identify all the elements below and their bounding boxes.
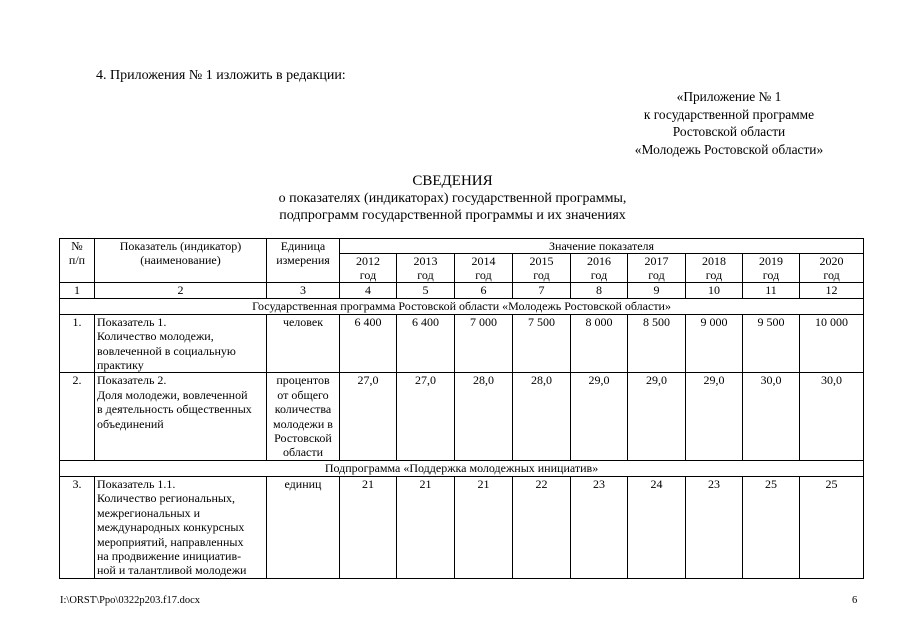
year-header-cell — [455, 254, 513, 283]
unit-line: от общего — [277, 387, 329, 402]
unit-line: человек — [282, 314, 324, 329]
value-cell: 23 — [571, 476, 628, 578]
value-cell: 29,0 — [686, 373, 743, 460]
appendix-line: «Молодежь Ростовской области» — [634, 141, 824, 157]
unit-cell — [267, 373, 340, 460]
year-header-cell — [571, 254, 628, 283]
year-header-cell — [397, 254, 455, 283]
indicator-line: в деятельность общественных — [97, 402, 252, 417]
appendix-line: Ростовской области — [672, 124, 786, 139]
year-suffix: год — [823, 268, 840, 283]
unit-line: процентов — [276, 373, 330, 388]
indicator-cell — [95, 373, 267, 460]
table-body — [60, 239, 864, 579]
title-heading: СВЕДЕНИЯ — [412, 173, 493, 189]
indicator-cell — [95, 476, 267, 578]
year-suffix: год — [417, 268, 434, 283]
section-row — [60, 460, 864, 476]
section-title-cell: Государственная программа Ростовской области «Молодежь Ростовской области» — [60, 298, 864, 314]
title-line: о показателях (индикаторах) государственной программы, — [278, 191, 627, 206]
year-header-cell — [743, 254, 800, 283]
year-label: 2018 — [702, 254, 726, 269]
year-suffix: год — [590, 268, 608, 283]
year-label: 2017 — [644, 254, 669, 269]
header-value-group: Значение показателя — [340, 239, 864, 254]
year-label: 2012 — [356, 254, 380, 269]
column-numbers-row — [60, 283, 864, 298]
value-cell: 6 400 — [340, 314, 397, 373]
value-cell: 7 500 — [513, 314, 571, 373]
value-cell: 25 — [743, 476, 800, 578]
year-header-cell — [686, 254, 743, 283]
indicator-line: практику — [97, 358, 144, 373]
section-row — [60, 298, 864, 314]
year-label: 2019 — [759, 254, 783, 269]
column-number-cell: 1 — [60, 283, 95, 298]
unit-line: количества — [274, 402, 332, 417]
column-number-cell: 11 — [743, 283, 800, 298]
section-title-cell: Подпрограмма «Поддержка молодежных инициатив» — [60, 460, 864, 476]
indicator-line: Показатель 1. — [97, 314, 167, 329]
table-row — [60, 476, 864, 578]
header-text: (наименование) — [140, 253, 221, 268]
year-suffix: год — [359, 268, 377, 283]
unit-cell — [267, 314, 340, 373]
indicator-line: объединений — [97, 416, 164, 431]
column-number-cell: 4 — [340, 283, 397, 298]
value-cell: 8 500 — [628, 314, 686, 373]
value-cell: 10 000 — [800, 314, 864, 373]
value-cell: 30,0 — [743, 373, 800, 460]
footer-file-path: I:\ORST\Ppo\0322p203.f17.docx — [60, 595, 201, 606]
footer-page-number: 6 — [852, 595, 858, 606]
value-cell: 22 — [513, 476, 571, 578]
header-text: Показатель (индикатор) — [119, 239, 242, 253]
unit-line: единиц — [284, 476, 322, 491]
column-number-cell: 7 — [513, 283, 571, 298]
header-text: п/п — [68, 253, 86, 268]
value-cell: 28,0 — [513, 373, 571, 460]
header-unit — [267, 239, 340, 283]
year-label: 2016 — [587, 254, 611, 269]
value-cell: 30,0 — [800, 373, 864, 460]
header-row — [60, 239, 864, 254]
value-cell: 24 — [628, 476, 686, 578]
value-cell: 9 000 — [686, 314, 743, 373]
header-text: Единица — [280, 239, 326, 253]
value-cell: 6 400 — [397, 314, 455, 373]
document-title — [0, 173, 905, 224]
year-suffix: год — [705, 268, 723, 283]
year-header-cell — [513, 254, 571, 283]
indicator-line: ной и талантливой молодежи — [97, 563, 247, 578]
year-suffix: год — [533, 268, 550, 283]
value-cell: 21 — [340, 476, 397, 578]
row-number-cell: 2. — [60, 373, 95, 460]
year-label: 2014 — [471, 254, 496, 269]
year-header-cell — [628, 254, 686, 283]
column-number-cell: 12 — [800, 283, 864, 298]
table-row — [60, 373, 864, 460]
unit-line: Ростовской — [274, 431, 332, 446]
column-number-cell: 10 — [686, 283, 743, 298]
title-line: подпрограмм государственной программы и их значениях — [279, 208, 626, 223]
year-header-cell — [800, 254, 864, 283]
appendix-line: «Приложение № 1 — [676, 89, 782, 104]
value-cell: 29,0 — [628, 373, 686, 460]
indicator-line: вовлеченной в социальную — [97, 343, 236, 358]
indicator-line: Доля молодежи, вовлеченной — [97, 387, 248, 402]
year-label: 2013 — [413, 254, 438, 269]
year-suffix: год — [648, 268, 665, 283]
value-cell: 8 000 — [571, 314, 628, 373]
column-number-cell: 9 — [628, 283, 686, 298]
year-suffix: год — [475, 268, 492, 283]
year-label: 2015 — [529, 254, 554, 269]
table-row — [60, 314, 864, 373]
value-cell: 29,0 — [571, 373, 628, 460]
row-number-cell: 3. — [60, 476, 95, 578]
indicators-table — [59, 238, 864, 579]
header-num — [60, 239, 95, 283]
column-number-cell: 6 — [455, 283, 513, 298]
unit-cell — [267, 476, 340, 578]
year-label: 2020 — [819, 254, 844, 269]
unit-line: молодежи в — [273, 416, 333, 431]
column-number-cell: 8 — [571, 283, 628, 298]
indicator-line: Количество молодежи, — [97, 329, 214, 344]
appendix-line: к государственной программе — [643, 106, 815, 122]
value-cell: 25 — [800, 476, 864, 578]
indicator-line: Показатель 1.1. — [97, 476, 176, 491]
year-header-cell — [340, 254, 397, 283]
value-cell: 9 500 — [743, 314, 800, 373]
value-cell: 27,0 — [397, 373, 455, 460]
indicator-line: Количество региональных, — [97, 491, 235, 506]
value-cell: 28,0 — [455, 373, 513, 460]
indicator-line: Показатель 2. — [97, 373, 167, 388]
indicator-line: мероприятий, направленных — [97, 534, 244, 549]
header-text: № — [71, 239, 83, 253]
value-cell: 23 — [686, 476, 743, 578]
value-cell: 21 — [397, 476, 455, 578]
year-suffix: год — [762, 268, 780, 283]
column-number-cell: 3 — [267, 283, 340, 298]
indicator-cell — [95, 314, 267, 373]
unit-line: области — [282, 445, 324, 460]
value-cell: 7 000 — [455, 314, 513, 373]
row-number-cell: 1. — [60, 314, 95, 373]
column-number-cell: 2 — [95, 283, 267, 298]
indicator-line: межрегиональных и — [97, 505, 201, 520]
appendix-header — [599, 88, 859, 158]
column-number-cell: 5 — [397, 283, 455, 298]
value-cell: 27,0 — [340, 373, 397, 460]
lead-paragraph: 4. Приложения № 1 изложить в редакции: — [96, 68, 346, 83]
header-text: измерения — [276, 253, 330, 268]
indicator-line: на продвижение инициатив- — [97, 548, 242, 563]
indicator-line: международных конкурсных — [97, 520, 245, 535]
header-indicator — [95, 239, 267, 283]
value-cell: 21 — [455, 476, 513, 578]
